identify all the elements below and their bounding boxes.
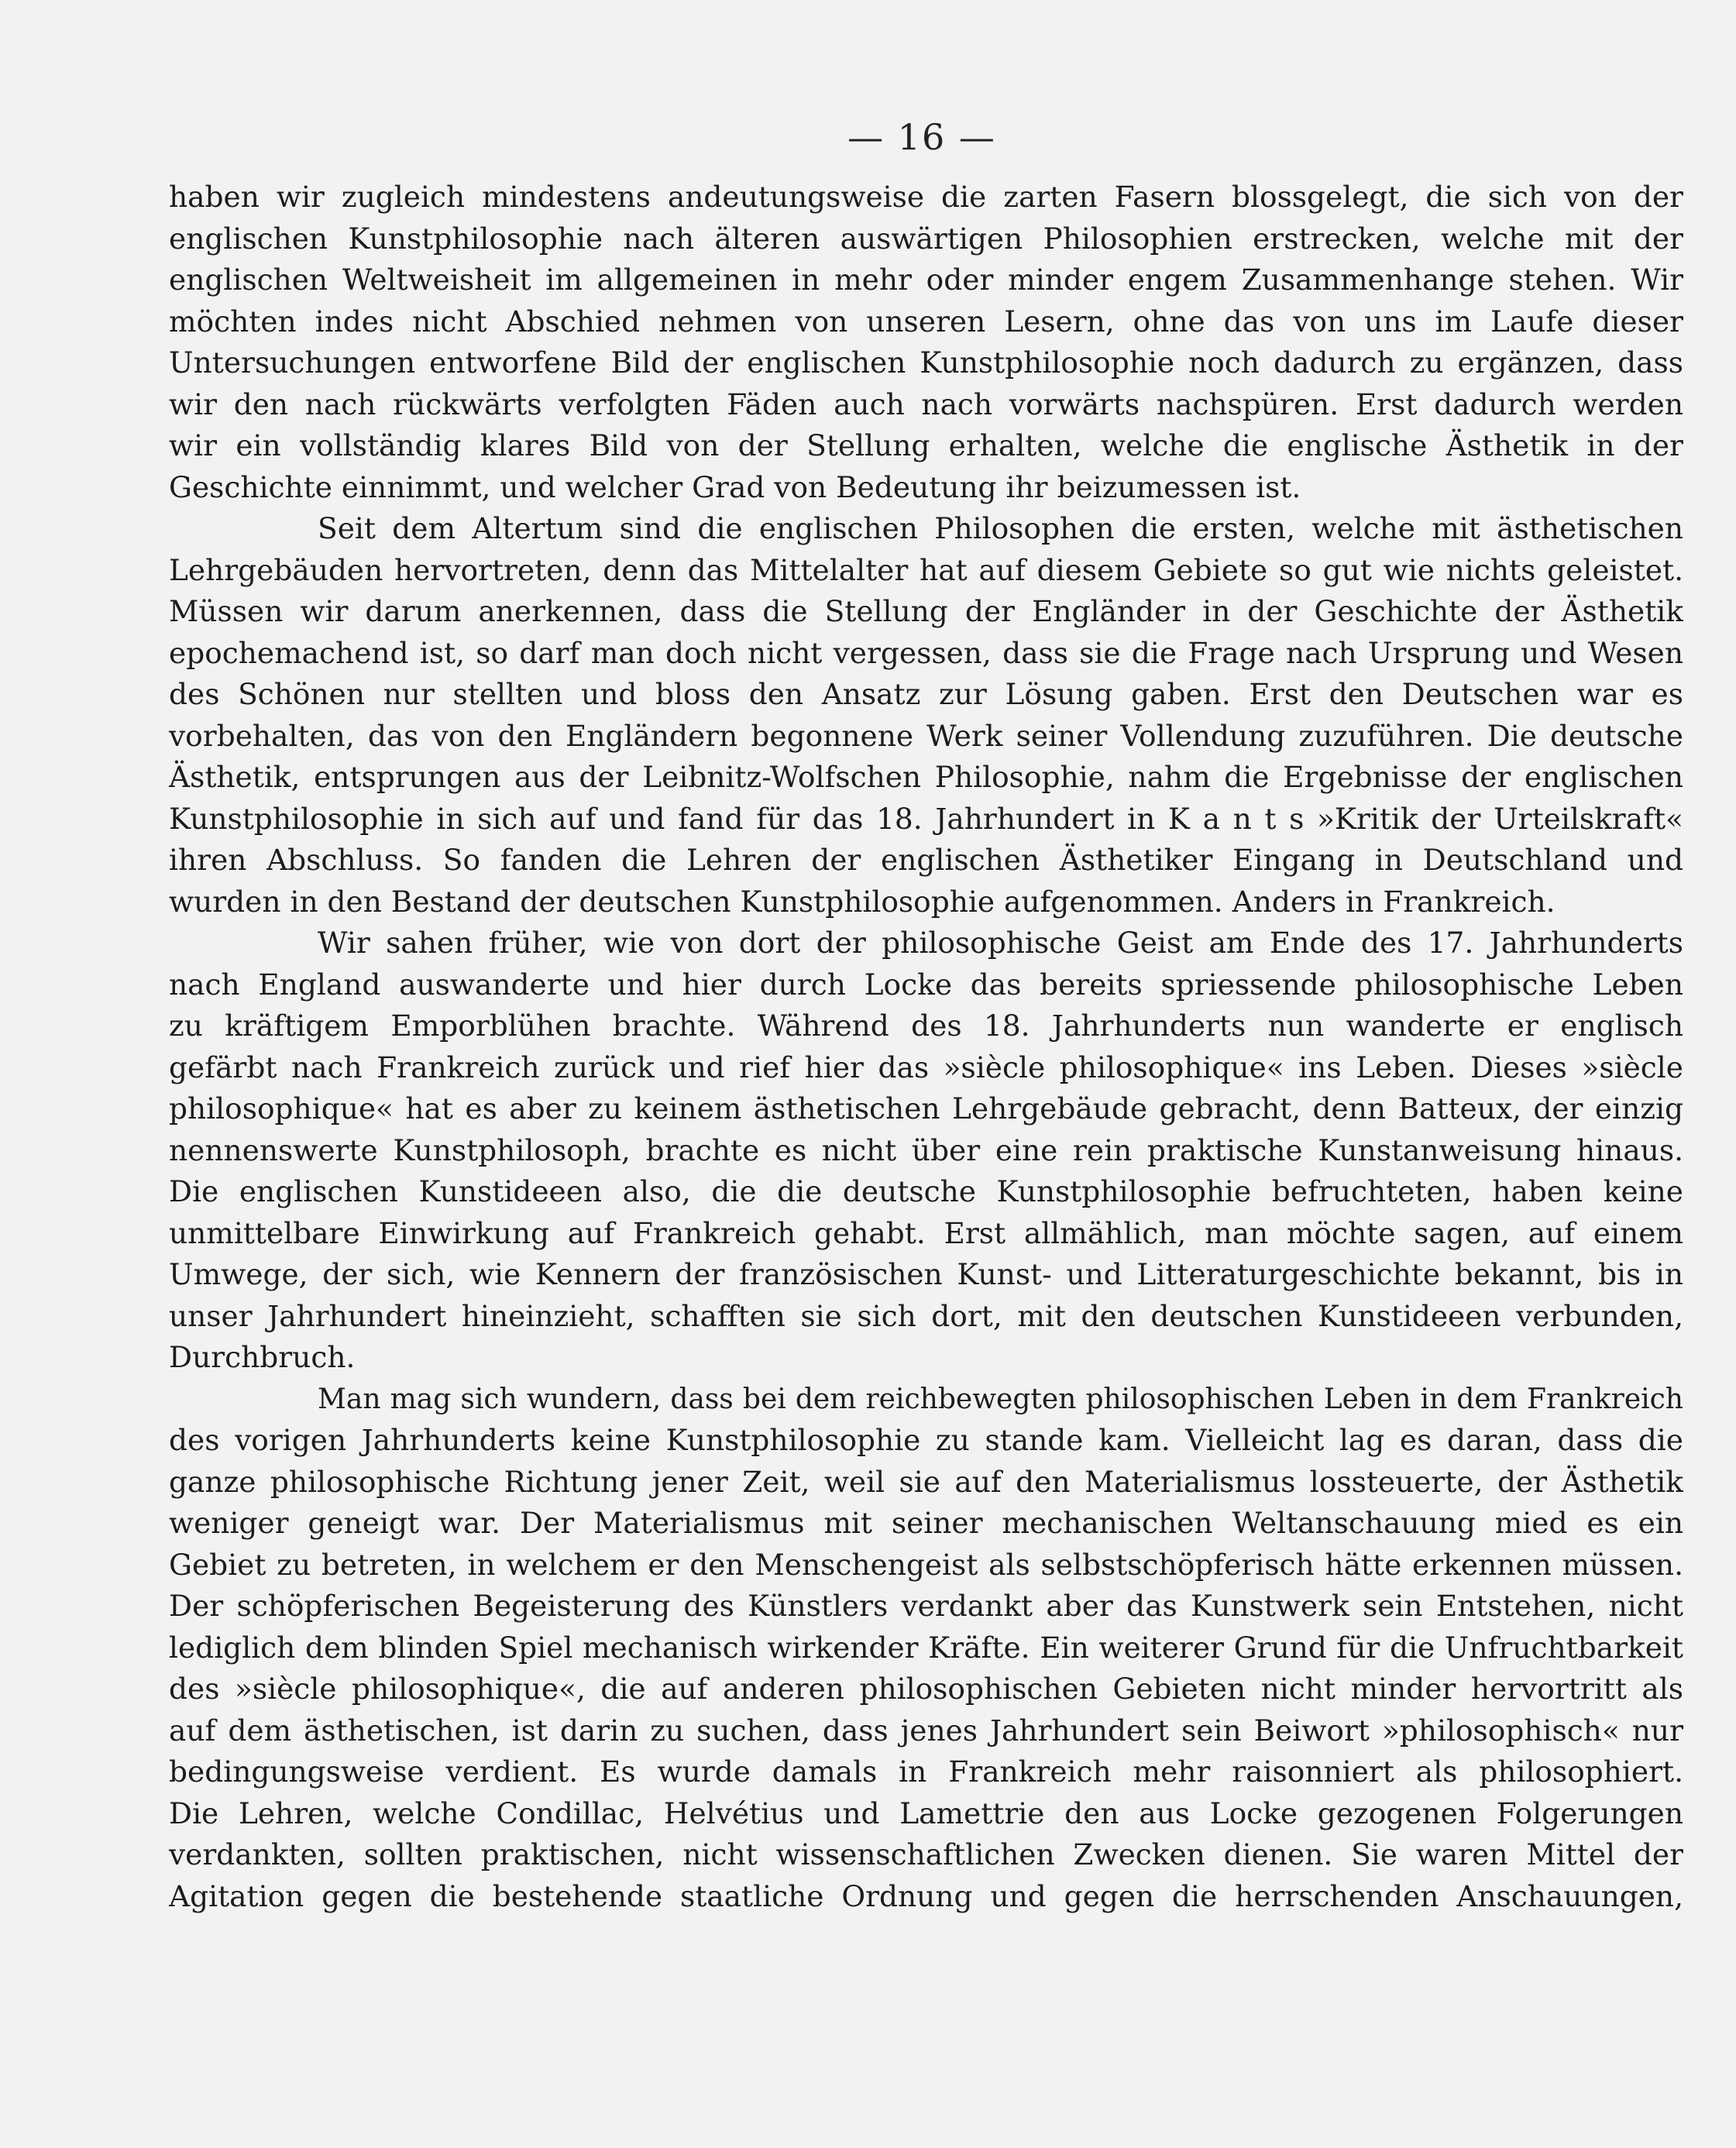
text-line: haben wir zugleich mindestens andeutungsweise die zarten Fasern blossgelegt, die sich von der xyxy=(169,180,1683,214)
text-line: Durchbruch. xyxy=(169,1340,356,1374)
text-line: des »siècle philosophique«, die auf anderen philosophischen Gebieten nicht minder hervortritt als xyxy=(169,1672,1683,1706)
text-line: Umwege, der sich, wie Kennern der französischen Kunst- und Litteraturgeschichte bekannt, bis in xyxy=(169,1257,1683,1291)
text-line: unmittelbare Einwirkung auf Frankreich gehabt. Erst allmählich, man möchte sagen, auf einem xyxy=(169,1215,1683,1250)
text-line: Man mag sich wundern, dass bei dem reichbewegten philosophischen Leben in dem Frankreich xyxy=(318,1383,1683,1415)
text-line: nennenswerte Kunstphilosoph, brachte es nicht über eine rein praktische Kunstanweisung hinaus. xyxy=(169,1132,1683,1167)
text-line: Untersuchungen entworfene Bild der englischen Kunstphilosophie noch dadurch zu ergänzen, dass xyxy=(169,345,1683,380)
text-line: verdankten, sollten praktischen, nicht wissenschaftlichen Zwecken dienen. Sie waren Mittel der xyxy=(169,1837,1683,1871)
text-line: wurden in den Bestand der deutschen Kunstphilosophie aufgenommen. Anders in Frankreich. xyxy=(169,884,1556,919)
text-line: philosophique« hat es aber zu keinem ästhetischen Lehrgebäude gebracht, denn Batteux, der einzig xyxy=(169,1091,1683,1126)
text-line: möchten indes nicht Abschied nehmen von unseren Lesern, ohne das von uns im Laufe dieser xyxy=(169,304,1683,339)
text-line: weniger geneigt war. Der Materialismus mit seiner mechanischen Weltanschauung mied es ein xyxy=(169,1506,1683,1540)
text-line: des vorigen Jahrhunderts keine Kunstphilosophie zu stande kam. Vielleicht lag es daran, dass die xyxy=(169,1423,1683,1457)
text-line: epochemachend ist, so darf man doch nicht vergessen, dass sie die Frage nach Ursprung und Wesen xyxy=(169,635,1683,670)
text-line: unser Jahrhundert hineinzieht, schafften sie sich dort, mit den deutschen Kunstideeen verbunden, xyxy=(169,1298,1683,1333)
text-line: englischen Kunstphilosophie nach älteren auswärtigen Philosophien erstrecken, welche mit der xyxy=(169,221,1683,256)
text-line: bedingungsweise verdient. Es wurde damals in Frankreich mehr raisonniert als philosophiert. xyxy=(169,1754,1683,1789)
text-line: Kunstphilosophie in sich auf und fand für das 18. Jahrhundert in K a n t s »Kritik der Urteilskraft« xyxy=(169,801,1683,836)
text-line: Geschichte einnimmt, und welcher Grad von Bedeutung ihr beizumessen ist. xyxy=(169,469,1301,504)
text-line: ganze philosophische Richtung jener Zeit, weil sie auf den Materialismus lossteuerte, der Ästhetik xyxy=(169,1464,1683,1499)
text-line: Gebiet zu betreten, in welchem er den Menschengeist als selbstschöpferisch hätte erkennen müssen. xyxy=(169,1547,1683,1582)
text-line: Die englischen Kunstideeen also, die die deutsche Kunstphilosophie befruchteten, haben keine xyxy=(169,1174,1683,1208)
body-text xyxy=(169,177,1683,1917)
text-line: wir ein vollständig klares Bild von der Stellung erhalten, welche die englische Ästhetik in der xyxy=(169,428,1683,462)
text-line: vorbehalten, das von den Engländern begonnene Werk seiner Vollendung zuzuführen. Die deutsche xyxy=(169,718,1683,753)
text-line: Seit dem Altertum sind die englischen Philosophen die ersten, welche mit ästhetischen xyxy=(318,511,1683,545)
text-line: des Schönen nur stellten und bloss den Ansatz zur Lösung gaben. Erst den Deutschen war es xyxy=(169,677,1683,711)
text-line: Der schöpferischen Begeisterung des Künstlers verdankt aber das Kunstwerk sein Entstehen, nicht xyxy=(169,1589,1683,1623)
text-line: Wir sahen früher, wie von dort der philosophische Geist am Ende des 17. Jahrhunderts xyxy=(318,926,1683,960)
text-line: Müssen wir darum anerkennen, dass die Stellung der Engländer in der Geschichte der Ästhetik xyxy=(169,594,1683,628)
text-line: englischen Weltweisheit im allgemeinen in mehr oder minder engem Zusammenhange stehen. Wir xyxy=(169,263,1683,297)
text-line: Ästhetik, entsprungen aus der Leibnitz-Wolfschen Philosophie, nahm die Ergebnisse der englischen xyxy=(169,760,1683,794)
text-line: Die Lehren, welche Condillac, Helvétius und Lamettrie den aus Locke gezogenen Folgerungen xyxy=(169,1796,1683,1830)
text-line: gefärbt nach Frankreich zurück und rief hier das »siècle philosophique« ins Leben. Dieses »siècle xyxy=(169,1050,1683,1084)
text-line: lediglich dem blinden Spiel mechanisch wirkender Kräfte. Ein weiterer Grund für die Unfruchtbarkeit xyxy=(169,1630,1683,1665)
text-line: Lehrgebäuden hervortreten, denn das Mittelalter hat auf diesem Gebiete so gut wie nichts geleistet. xyxy=(169,552,1683,587)
text-line: Agitation gegen die bestehende staatliche Ordnung und gegen die herrschenden Anschauungen, xyxy=(169,1878,1683,1913)
text-line: zu kräftigem Emporblühen brachte. Während des 18. Jahrhunderts nun wanderte er englisch xyxy=(169,1009,1683,1043)
text-line: wir den nach rückwärts verfolgten Fäden auch nach vorwärts nachspüren. Erst dadurch werden xyxy=(169,387,1683,421)
text-line: ihren Abschluss. So fanden die Lehren der englischen Ästhetiker Eingang in Deutschland und xyxy=(169,843,1683,877)
text-line: auf dem ästhetischen, ist darin zu suchen, dass jenes Jahrhundert sein Beiwort »philosophisch« nur xyxy=(169,1713,1683,1748)
page-number: — 16 — xyxy=(847,116,996,158)
text-line: nach England auswanderte und hier durch Locke das bereits spriessende philosophische Leben xyxy=(169,967,1683,1002)
